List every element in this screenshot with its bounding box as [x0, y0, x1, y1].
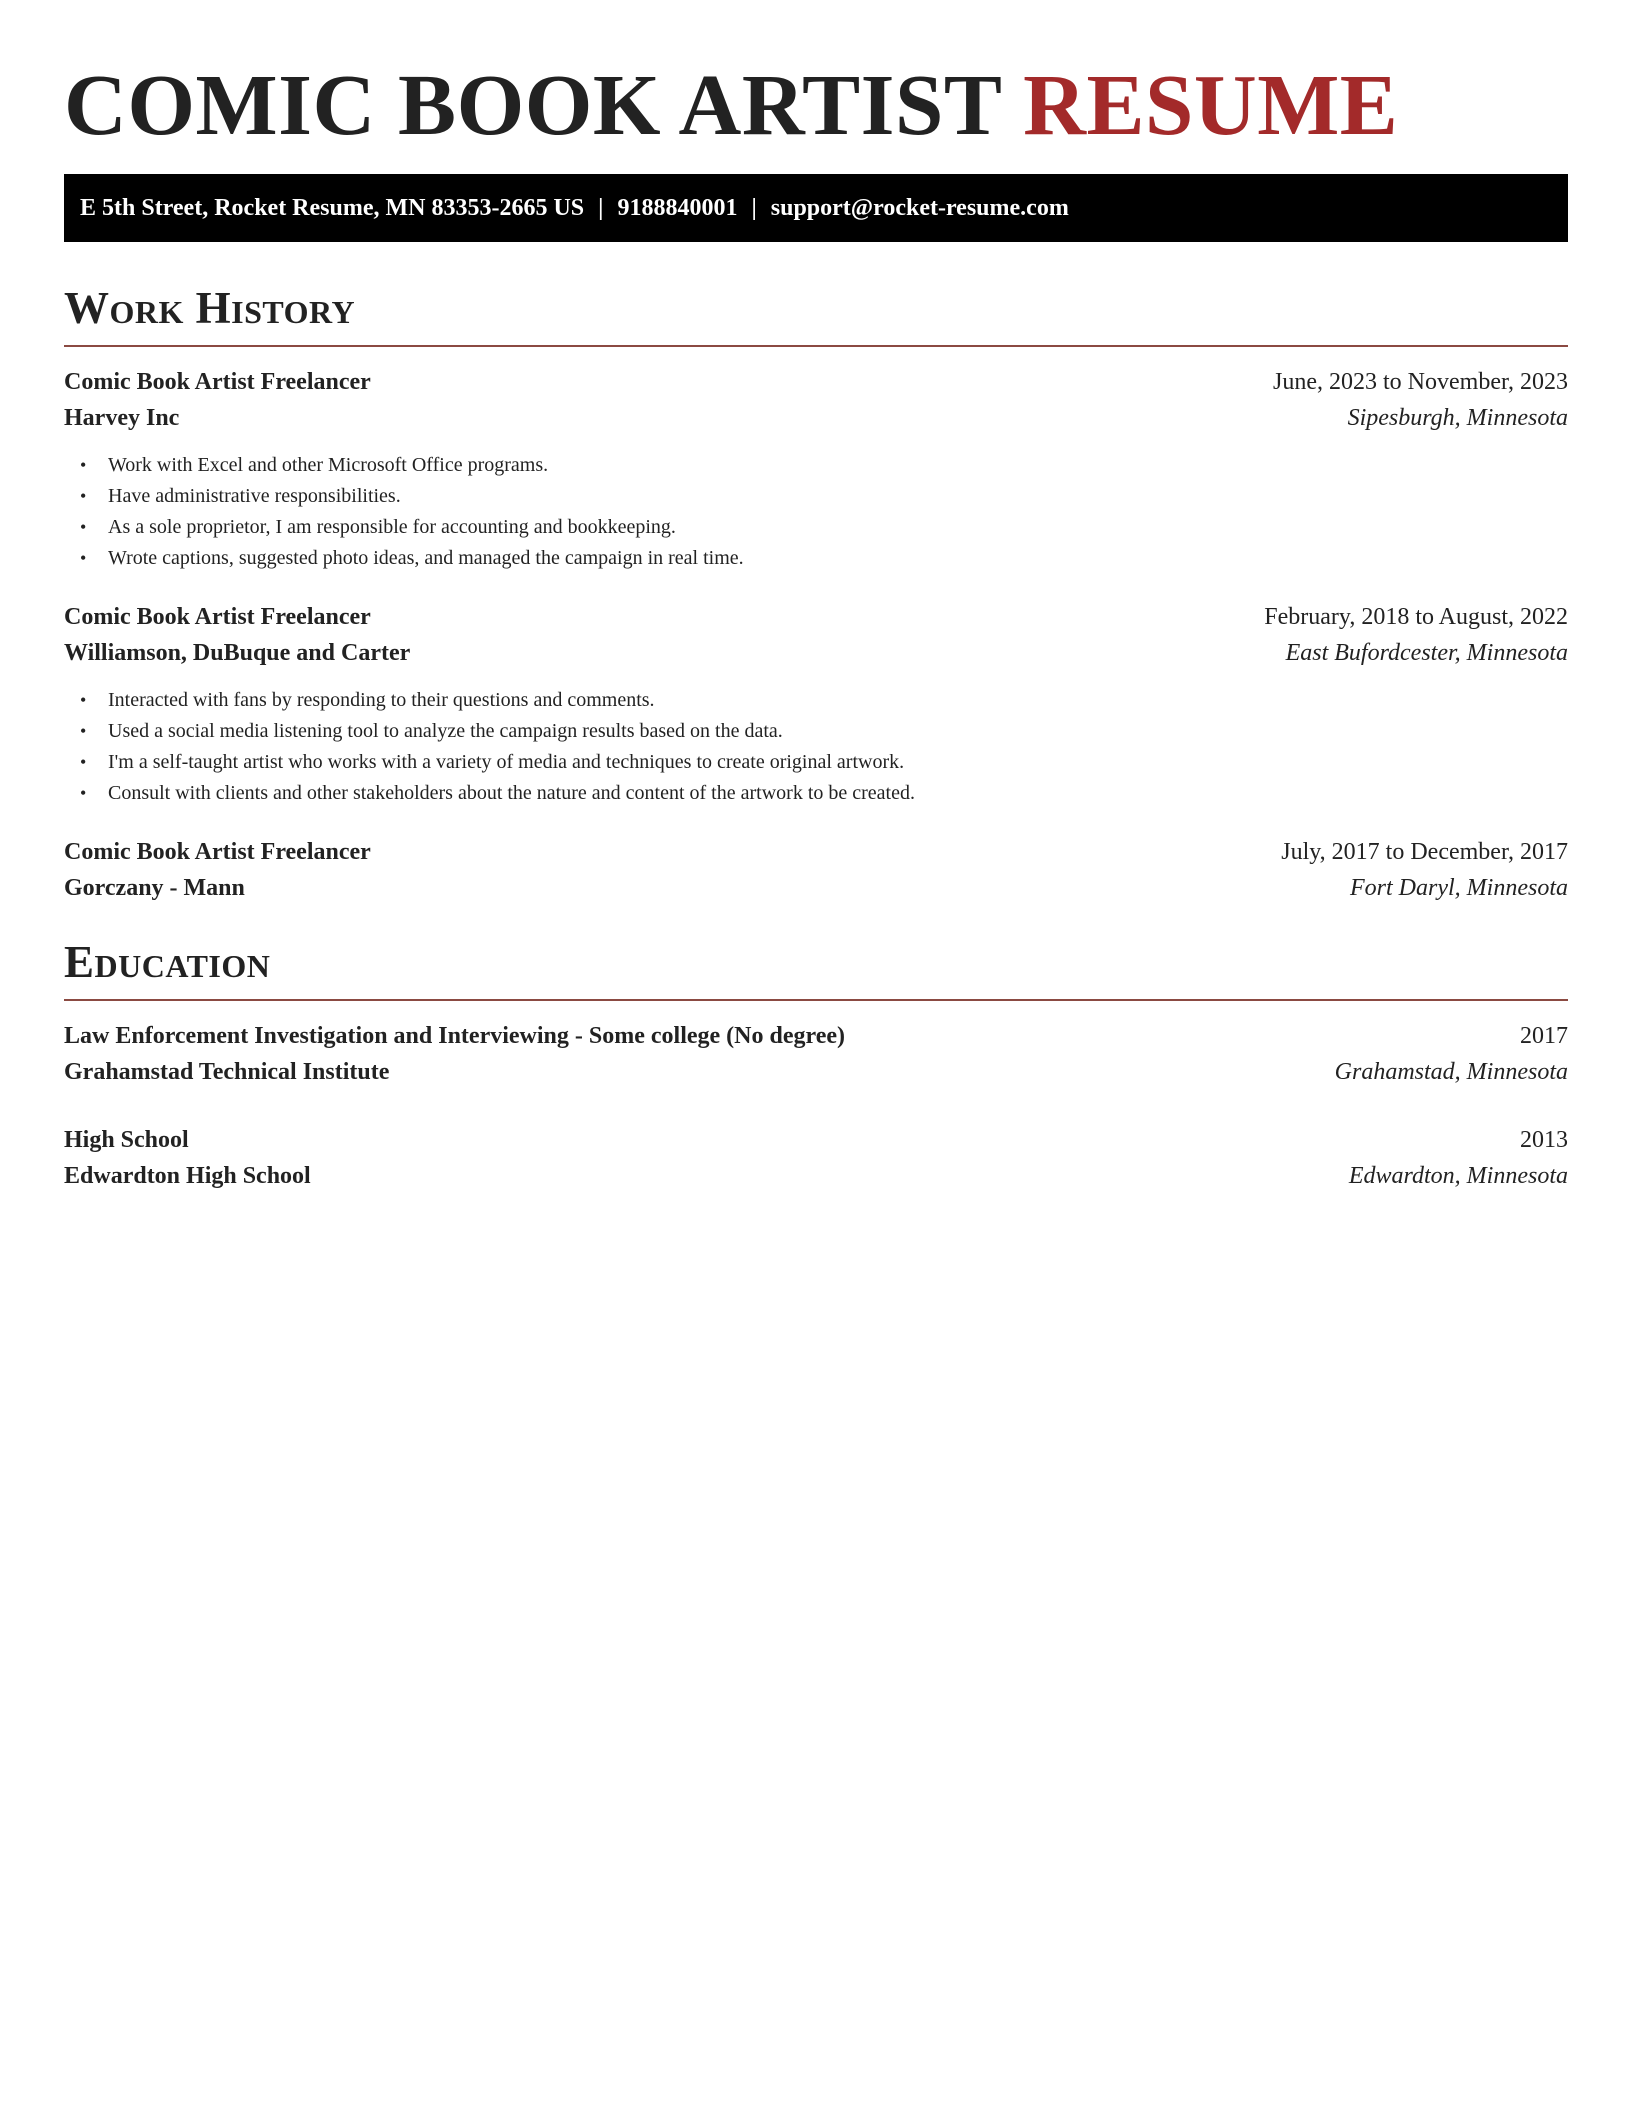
- job-company-row: [64, 635, 1568, 671]
- list-item: [80, 512, 1568, 543]
- list-item: [80, 716, 1568, 747]
- contact-bar: [64, 174, 1568, 242]
- section-divider: [64, 345, 1568, 347]
- education-location: Edwardton, Minnesota: [1348, 1163, 1568, 1189]
- education-entry: [64, 1018, 1568, 1090]
- title-accent: RESUME: [1023, 56, 1399, 153]
- resume-title: [64, 0, 1568, 155]
- job-location: Sipesburgh, Minnesota: [1347, 405, 1568, 431]
- list-item: [80, 747, 1568, 778]
- contact-email: support@rocket-resume.com: [770, 194, 1069, 221]
- bullet-icon: •: [80, 486, 87, 506]
- job-company: Harvey Inc: [64, 405, 180, 431]
- education-entry: [64, 1122, 1568, 1194]
- job-company: Gorczany - Mann: [64, 875, 245, 901]
- job-title: Comic Book Artist Freelancer: [64, 369, 371, 395]
- list-item: [80, 543, 1568, 574]
- contact-separator: |: [751, 194, 757, 221]
- bullet-text: Have administrative responsibilities.: [108, 485, 401, 507]
- job-dates: June, 2023 to November, 2023: [1273, 369, 1568, 395]
- education-year: 2013: [1520, 1127, 1568, 1153]
- bullet-icon: •: [80, 721, 87, 741]
- work-history-section: [64, 282, 1568, 906]
- work-history-heading: Work History: [64, 283, 356, 333]
- job-company-row: [64, 400, 1568, 436]
- job-header-row: [64, 834, 1568, 870]
- bullet-text: Wrote captions, suggested photo ideas, and managed the campaign in real time.: [108, 547, 744, 569]
- contact-address: E 5th Street, Rocket Resume, MN 83353-2665 US: [80, 194, 585, 221]
- list-item: [80, 685, 1568, 716]
- list-item: [80, 778, 1568, 809]
- bullet-icon: •: [80, 517, 87, 537]
- job-location: Fort Daryl, Minnesota: [1350, 875, 1568, 901]
- education-school: Edwardton High School: [64, 1163, 311, 1189]
- education-school-row: [64, 1158, 1568, 1194]
- education-heading: Education: [64, 937, 271, 987]
- bullet-text: Interacted with fans by responding to their questions and comments.: [108, 689, 655, 711]
- job-header-row: [64, 364, 1568, 400]
- job-bullets: [64, 685, 1568, 809]
- job-entry: [64, 834, 1568, 906]
- education-degree: Law Enforcement Investigation and Interviewing - Some college (No degree): [64, 1023, 846, 1049]
- bullet-icon: •: [80, 690, 87, 710]
- education-school-row: [64, 1054, 1568, 1090]
- education-year: 2017: [1520, 1023, 1568, 1049]
- bullet-text: As a sole proprietor, I am responsible for accounting and bookkeeping.: [108, 516, 676, 538]
- bullet-icon: •: [80, 548, 87, 568]
- job-title: Comic Book Artist Freelancer: [64, 839, 371, 865]
- job-bullets: [64, 450, 1568, 574]
- education-section: [64, 936, 1568, 1194]
- job-company: Williamson, DuBuque and Carter: [64, 640, 411, 666]
- list-item: [80, 450, 1568, 481]
- bullet-text: I'm a self-taught artist who works with a variety of media and techniques to create original artwork.: [108, 751, 905, 773]
- bullet-text: Used a social media listening tool to analyze the campaign results based on the data.: [108, 720, 783, 742]
- bullet-icon: •: [80, 455, 87, 475]
- job-location: East Bufordcester, Minnesota: [1285, 640, 1568, 666]
- list-item: [80, 481, 1568, 512]
- bullet-text: Work with Excel and other Microsoft Office programs.: [108, 454, 549, 476]
- education-header-row: [64, 1122, 1568, 1158]
- job-title: Comic Book Artist Freelancer: [64, 604, 371, 630]
- contact-separator: |: [598, 194, 604, 221]
- education-location: Grahamstad, Minnesota: [1334, 1059, 1568, 1085]
- section-divider: [64, 999, 1568, 1001]
- job-entry: [64, 599, 1568, 809]
- job-dates: February, 2018 to August, 2022: [1264, 604, 1568, 630]
- job-dates: July, 2017 to December, 2017: [1281, 839, 1568, 865]
- bullet-icon: •: [80, 783, 87, 803]
- title-main: COMIC BOOK ARTIST: [64, 56, 1001, 153]
- job-company-row: [64, 870, 1568, 906]
- job-header-row: [64, 599, 1568, 635]
- education-school: Grahamstad Technical Institute: [64, 1059, 390, 1085]
- education-degree: High School: [64, 1127, 189, 1153]
- bullet-icon: •: [80, 752, 87, 772]
- education-header-row: [64, 1018, 1568, 1054]
- bullet-text: Consult with clients and other stakeholders about the nature and content of the artwork to be created.: [108, 782, 915, 804]
- job-entry: [64, 364, 1568, 574]
- contact-phone: 9188840001: [617, 194, 738, 221]
